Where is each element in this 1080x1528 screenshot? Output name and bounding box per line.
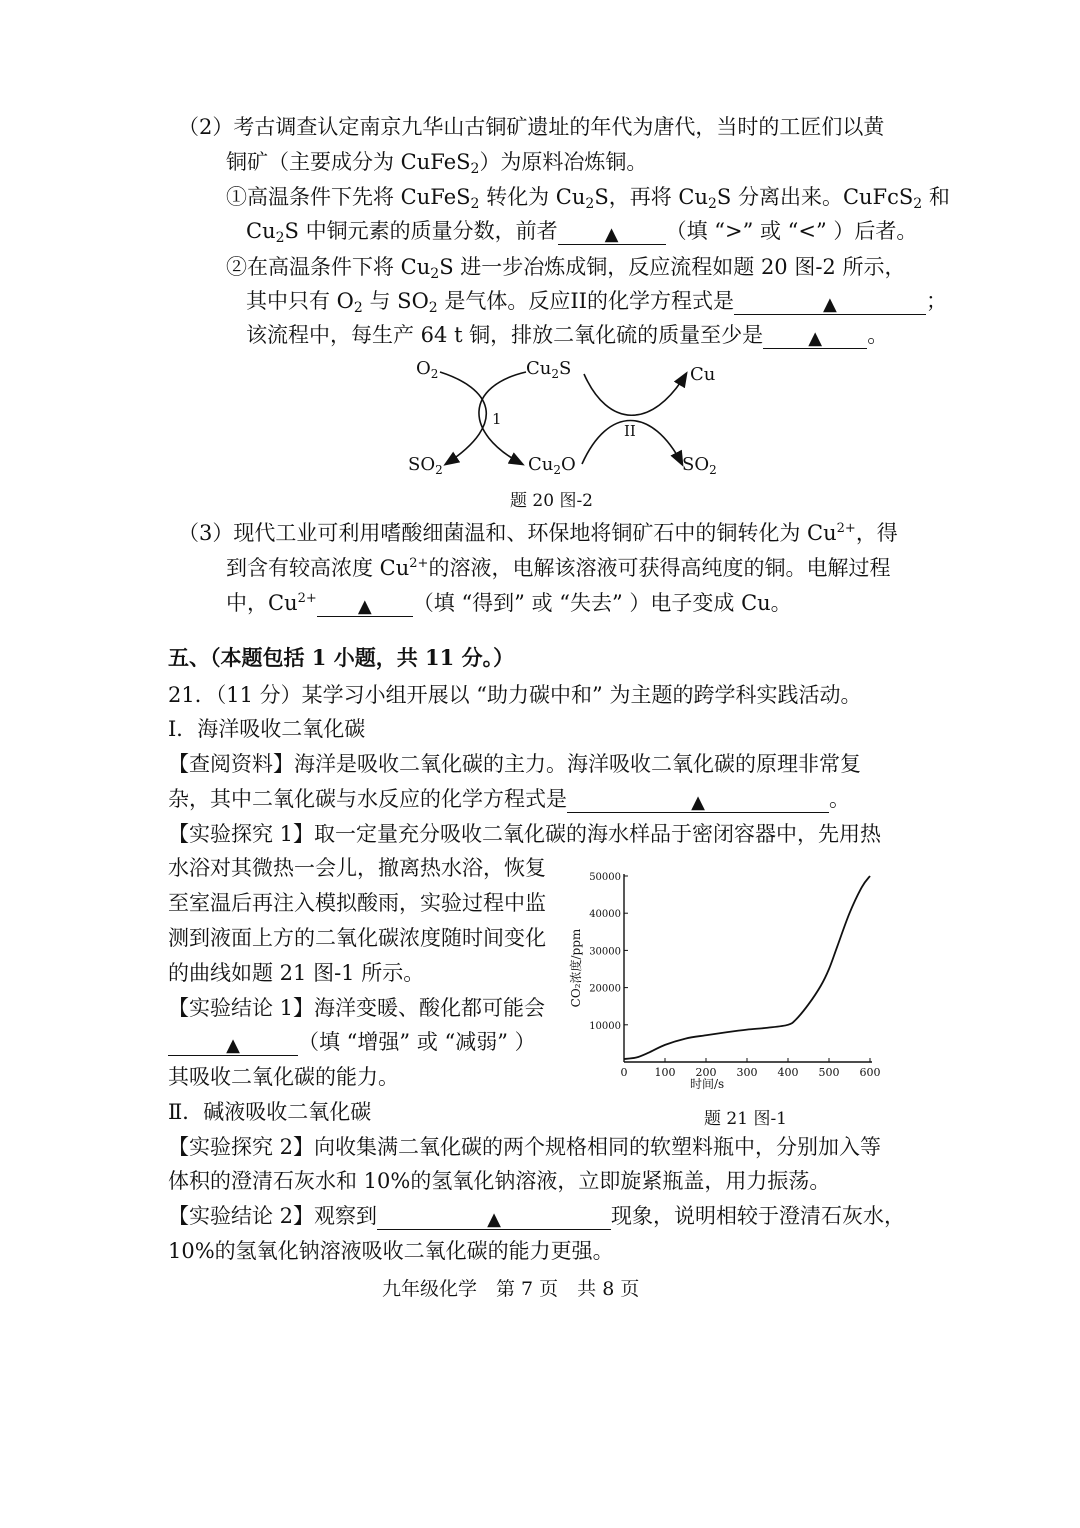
x-tick-label: 400 xyxy=(777,1066,799,1079)
q21-con2-line1: 【实验结论 2】观察到 ▲ 现象，说明相较于澄清石灰水， xyxy=(168,1204,906,1230)
q20-2-part1-line1: ①高温条件下先将 CuFeS$_2$ 转化为 $Cu_2S$，再将 $Cu_2S$ 分离出来。CuFcS$_2$ 和 xyxy=(226,185,950,212)
page-footer: 九年级化学 第 7 页 共 8 页 xyxy=(382,1278,640,1300)
cu2o-label: $Cu_2O$ xyxy=(528,454,576,477)
y-tick-label: 40000 xyxy=(589,909,621,921)
answer-blank[interactable]: ▲ xyxy=(168,1029,298,1056)
q21-part2-heading: Ⅱ．碱液吸收二氧化碳 xyxy=(168,1100,372,1124)
so2-left-label: $SO_2$ xyxy=(408,454,443,477)
diagram-caption: 题 20 图-2 xyxy=(510,491,593,511)
so2-right-label: $SO_2$ xyxy=(682,454,717,477)
q20-2-part2-line1: ②在高温条件下将 $Cu_2S$ 进一步冶炼成铜，反应流程如题 20 图-2 所示， xyxy=(226,255,906,282)
q20-3-line1: （3）现代工业可利用嗜酸细菌温和、环保地将铜矿石中的铜转化为 $Cu^{2+}$，得 xyxy=(178,521,898,545)
co2-concentration-chart xyxy=(564,858,884,1104)
q21-exp2-line1: 【实验探究 2】向收集满二氧化碳的两个规格相同的软塑料瓶中，分别加入等 xyxy=(168,1135,882,1159)
q21-exp1-line5: 的曲线如题 21 图-1 所示。 xyxy=(168,961,425,985)
q20-2-line2: 铜矿（主要成分为 CuFeS$_2$）为原料冶炼铜。 xyxy=(226,150,648,177)
y-tick-label: 10000 xyxy=(589,1020,621,1032)
reaction-1-label: 1 xyxy=(492,410,502,428)
answer-blank[interactable]: ▲ xyxy=(377,1203,611,1230)
q21-con1-line1: 【实验结论 1】海洋变暖、酸化都可能会 xyxy=(168,996,546,1020)
q21-intro: 21．（11 分）某学习小组开展以 “助力碳中和” 为主题的跨学科实践活动。 xyxy=(168,683,862,707)
cu-label: Cu xyxy=(690,364,716,385)
o2-label: $O_2$ xyxy=(416,358,439,381)
y-tick-label: 20000 xyxy=(589,983,621,995)
x-tick-label: 300 xyxy=(736,1066,758,1079)
reaction-2-label: II xyxy=(624,422,636,440)
q21-exp2-line2: 体积的澄清石灰水和 10%的氢氧化钠溶液，立即旋紧瓶盖，用力振荡。 xyxy=(168,1169,831,1193)
y-tick-label: 30000 xyxy=(589,946,621,958)
q20-3-line2: 到含有较高浓度 $Cu^{2+}$的溶液，电解该溶液可获得高纯度的铜。电解过程 xyxy=(226,556,891,580)
reaction-flow-diagram xyxy=(400,352,730,484)
q21-part1-heading: Ⅰ．海洋吸收二氧化碳 xyxy=(168,717,366,741)
answer-blank[interactable]: ▲ xyxy=(317,590,413,617)
x-tick-label: 200 xyxy=(695,1066,717,1079)
q21-con1-line3: 其吸收二氧化碳的能力。 xyxy=(168,1065,399,1089)
x-tick-label: 500 xyxy=(818,1066,840,1079)
x-axis-label: 时间/s xyxy=(690,1077,725,1091)
q20-2-part2-line3: 该流程中，每生产 64 t 铜，排放二氧化硫的质量至少是 ▲ 。 xyxy=(246,323,889,349)
y-axis-label: CO₂浓度/ppm xyxy=(569,928,583,1008)
q20-2-line1: （2）考古调查认定南京九华山古铜矿遗址的年代为唐代，当时的工匠们以黄 xyxy=(178,115,885,139)
answer-blank[interactable]: ▲ xyxy=(763,322,867,349)
answer-blank[interactable]: ▲ xyxy=(567,786,829,813)
chart-caption: 题 21 图-1 xyxy=(704,1109,787,1129)
q21-exp1-line2: 水浴对其微热一会儿，撤离热水浴，恢复 xyxy=(168,856,546,880)
q20-3-line3: 中，$Cu^{2+}$ ▲ （填 “得到” 或 “失去” ）电子变成 Cu。 xyxy=(226,591,792,617)
answer-blank[interactable]: ▲ xyxy=(734,288,926,315)
series-line xyxy=(624,876,870,1059)
q21-con2-line2: 10%的氢氧化钠溶液吸收二氧化碳的能力更强。 xyxy=(168,1239,614,1263)
q21-ref-line1: 【查阅资料】海洋是吸收二氧化碳的主力。海洋吸收二氧化碳的原理非常复 xyxy=(168,752,861,776)
x-tick-label: 0 xyxy=(620,1066,628,1079)
x-tick-label: 600 xyxy=(859,1066,881,1079)
cu2s-label: $Cu_2S$ xyxy=(526,358,572,381)
section-title: 五、（本题包括 1 小题，共 11 分。） xyxy=(168,645,515,670)
answer-blank[interactable]: ▲ xyxy=(558,218,666,245)
q21-ref-line2: 杂，其中二氧化碳与水反应的化学方程式是 ▲ 。 xyxy=(168,787,850,813)
q20-2-part1-line2: $Cu_2S$ 中铜元素的质量分数，前者 ▲ （填 “>” 或 “<” ）后者。 xyxy=(246,219,918,246)
q21-exp1-line1: 【实验探究 1】取一定量充分吸收二氧化碳的海水样品于密闭容器中，先用热 xyxy=(168,822,882,846)
q20-2-part2-line2: 其中只有 $O_2$ 与 $SO_2$ 是气体。反应II的化学方程式是 ▲ ； xyxy=(246,289,947,316)
arrow-to-cu xyxy=(584,374,686,415)
x-tick-label: 100 xyxy=(654,1066,676,1079)
q21-con1-line2: ▲ （填 “增强” 或 “减弱” ） xyxy=(168,1027,536,1057)
q21-exp1-line3: 至室温后再注入模拟酸雨，实验过程中监 xyxy=(168,891,546,915)
y-tick-label: 50000 xyxy=(589,872,621,883)
q21-exp1-line4: 测到液面上方的二氧化碳浓度随时间变化 xyxy=(168,926,546,950)
